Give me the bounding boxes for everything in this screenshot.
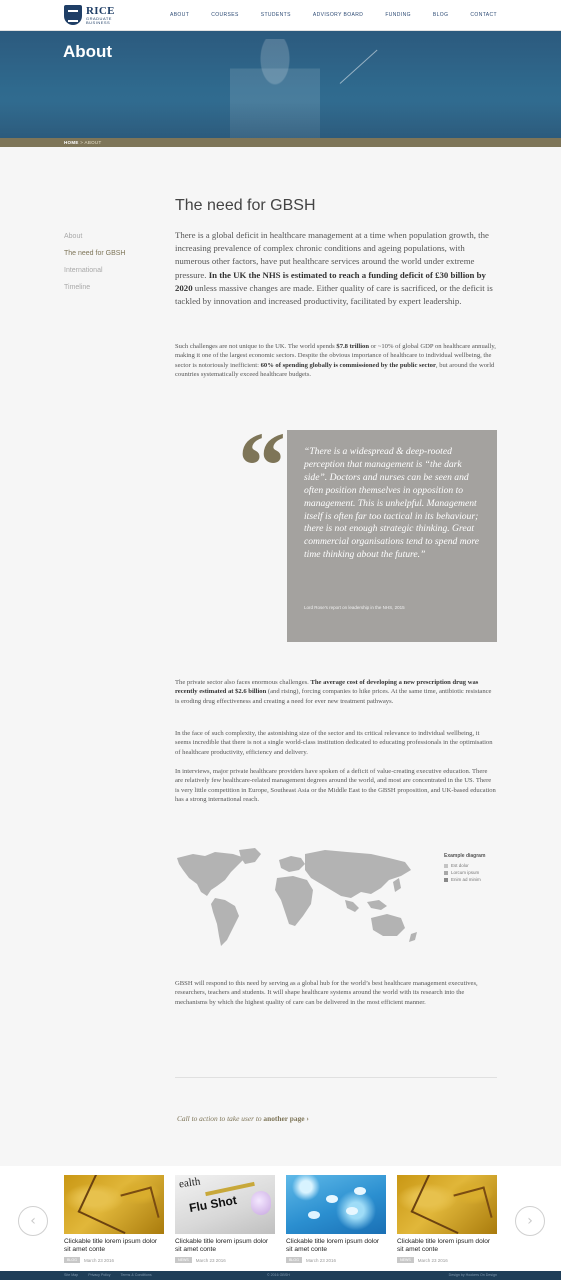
map-land (177, 848, 417, 946)
footer-link-terms[interactable]: Terms & Conditions (120, 1273, 152, 1277)
nav-item-about[interactable]: ABOUT (169, 12, 190, 18)
card-date: March 23 2016 (306, 1257, 337, 1263)
quote-mark-icon: “ (238, 412, 286, 519)
image-text: ealth (178, 1175, 202, 1191)
logo-wordmark: RICE (86, 4, 115, 17)
footer-links (64, 1273, 152, 1277)
legend-title: Example diagram (444, 853, 486, 859)
legend-item: Est dolor (444, 863, 485, 868)
section-nav (64, 233, 125, 301)
card-image[interactable] (64, 1175, 164, 1234)
card-category-badge: BLOG (286, 1257, 302, 1263)
logo-subtitle: BUSINESS (86, 19, 111, 25)
world-map (175, 846, 430, 951)
card-image[interactable] (397, 1175, 497, 1234)
body-paragraph: GBSH will respond to this need by serving as a global hub for the world’s best healthcare management executives, researchers, teachers and students. It will shape healthcare systems around the world with its research into the mechanisms by which the highest quality of care can be delivered in the most efficient manner. (175, 980, 478, 1006)
nav-item-students[interactable]: STUDENTS (260, 12, 291, 18)
card-date: March 23 2016 (195, 1257, 226, 1263)
image-text: Flu Shot (188, 1192, 238, 1216)
related-card[interactable] (397, 1175, 497, 1263)
page-title: About (63, 42, 113, 61)
card-title[interactable]: Clickable title lorem ipsum dolor sit amet conte (175, 1238, 269, 1253)
body-paragraph: The private sector also faces enormous challenges. The average cost of developing a new prescription drug was recently estimated at $2.6 billion (and rising), forcing companies to hike prices. At the same time, antibiotic resistance is eroding drug effectiveness and creating a need for ever new treatment pathways. (175, 679, 492, 705)
card-date: March 23 2016 (84, 1257, 115, 1263)
pull-quote (287, 430, 497, 642)
nav-item-advisory-board[interactable]: ADVISORY BOARD (312, 12, 364, 18)
body-paragraph: In the face of such complexity, the astonishing size of the sector and its critical relevance to individual wellbeing, it seems incredible that there is not a single world-class institution dedicated to educating professionals in the optimisation of healthcare productivity, efficiency and delivery. (175, 730, 493, 756)
breadcrumb-home[interactable]: HOME (64, 140, 79, 145)
nav-item-funding[interactable]: FUNDING (385, 12, 411, 18)
section-nav-international[interactable]: International (64, 267, 103, 274)
card-title[interactable]: Clickable title lorem ipsum dolor sit amet conte (64, 1238, 158, 1253)
breadcrumb-current: ABOUT (84, 140, 102, 145)
card-image[interactable] (175, 1175, 275, 1234)
body-paragraph: Such challenges are not unique to the UK. The world spends $7.8 trillion or ~10% of global GDP on healthcare annually, making it one of the largest economic sectors. Despite the obvious importance of healthcare to individual wellbeing, the sector is notoriously inefficient: 60% of spending globally is commissioned by the public sector, but around the world countries systematically exceed healthcare budgets. (175, 343, 496, 378)
shield-icon (64, 5, 82, 25)
main-nav (170, 12, 497, 18)
chevron-left-icon: ‹ (30, 1213, 36, 1229)
cta-link[interactable]: another page (263, 1114, 305, 1123)
quote-citation: Lord Rose's report on leadership in the NHS, 2015 (304, 605, 405, 610)
card-image[interactable] (286, 1175, 386, 1234)
quote-text: “There is a widespread & deep-rooted perception that management is “the dark side”. Doctors and nurses can be seen and often position themselves in opposition to management. This is unhelpful. Management itself is often far too tactical in its behaviour; there is not enough strategic thinking. Great commercial organisations tend to spend more time thinking about the future.” (304, 446, 480, 561)
body-paragraph: In interviews, major private healthcare providers have spoken of a deficit of value-creating executive education. There are relatively few healthcare-related management degrees around the world, and most are concentrated in the US. There is very little competition in Europe, Southeast Asia or the Middle East to the GBSH proposition, and UK-based education has a strong international reach. (175, 768, 496, 803)
chevron-right-icon: › (306, 1114, 309, 1123)
section-heading: The need for GBSH (175, 197, 316, 214)
related-card[interactable] (286, 1175, 386, 1263)
footer-link-privacy[interactable]: Privacy Policy (88, 1273, 111, 1277)
breadcrumb (64, 140, 102, 145)
nav-item-contact[interactable]: CONTACT (470, 12, 497, 18)
legend-swatch (444, 871, 448, 875)
legend-swatch (444, 864, 448, 868)
vial-icon (251, 1191, 271, 1215)
legend-item: Lorcum ipsum (444, 870, 485, 875)
card-title[interactable]: Clickable title lorem ipsum dolor sit amet conte (286, 1238, 380, 1253)
divider (175, 1077, 497, 1078)
call-to-action[interactable]: Call to action to take user to another page › (177, 1114, 309, 1123)
legend-item: Enim ad minim (444, 877, 485, 882)
footer-link-sitemap[interactable]: Site Map (64, 1273, 79, 1277)
section-nav-about[interactable]: About (64, 233, 83, 240)
hero-photo-pointer (340, 50, 378, 84)
related-card[interactable] (175, 1175, 275, 1263)
legend-swatch (444, 878, 448, 882)
nav-item-blog[interactable]: BLOG (432, 12, 449, 18)
nav-item-courses[interactable]: COURSES (211, 12, 239, 18)
chevron-right-icon: › (527, 1213, 533, 1229)
footer-copyright: © 2016 GBSH (267, 1273, 290, 1277)
lead-paragraph: There is a global deficit in healthcare management at a time when population growth, the increasing prevalence of complex chronic conditions and ageing populations, with numerous other factors, have put healthcare services around the world under extreme pressure. In the UK the NHS is estimated to reach a funding deficit of £30 billion by 2020 unless massive changes are made. Either quality of care is sacrificed, or the deficit is tackled by innovation and increased productivity, facilitated by expert leadership. (175, 230, 493, 307)
section-nav-timeline[interactable]: Timeline (64, 284, 91, 291)
carousel-next-button[interactable] (515, 1206, 545, 1236)
site-logo[interactable] (64, 4, 115, 26)
card-category-badge: BLOG (64, 1257, 80, 1263)
card-category-badge: NEWS (175, 1257, 192, 1263)
logo-subtitle: GRADUATE (86, 15, 112, 21)
card-title[interactable]: Clickable title lorem ipsum dolor sit amet conte (397, 1238, 491, 1253)
lead-highlight: In the UK the NHS is estimated to reach a funding deficit of £30 billion by 2020 (175, 269, 486, 293)
footer-credit[interactable]: Design by Hookers On Design (448, 1273, 497, 1277)
breadcrumb-separator: > (80, 140, 84, 145)
card-category-badge: NEWS (397, 1257, 414, 1263)
carousel-prev-button[interactable] (18, 1206, 48, 1236)
section-nav-need-for-gbsh[interactable]: The need for GBSH (64, 250, 126, 257)
related-card[interactable] (64, 1175, 164, 1263)
card-date: March 23 2016 (417, 1257, 448, 1263)
map-legend (444, 853, 485, 884)
